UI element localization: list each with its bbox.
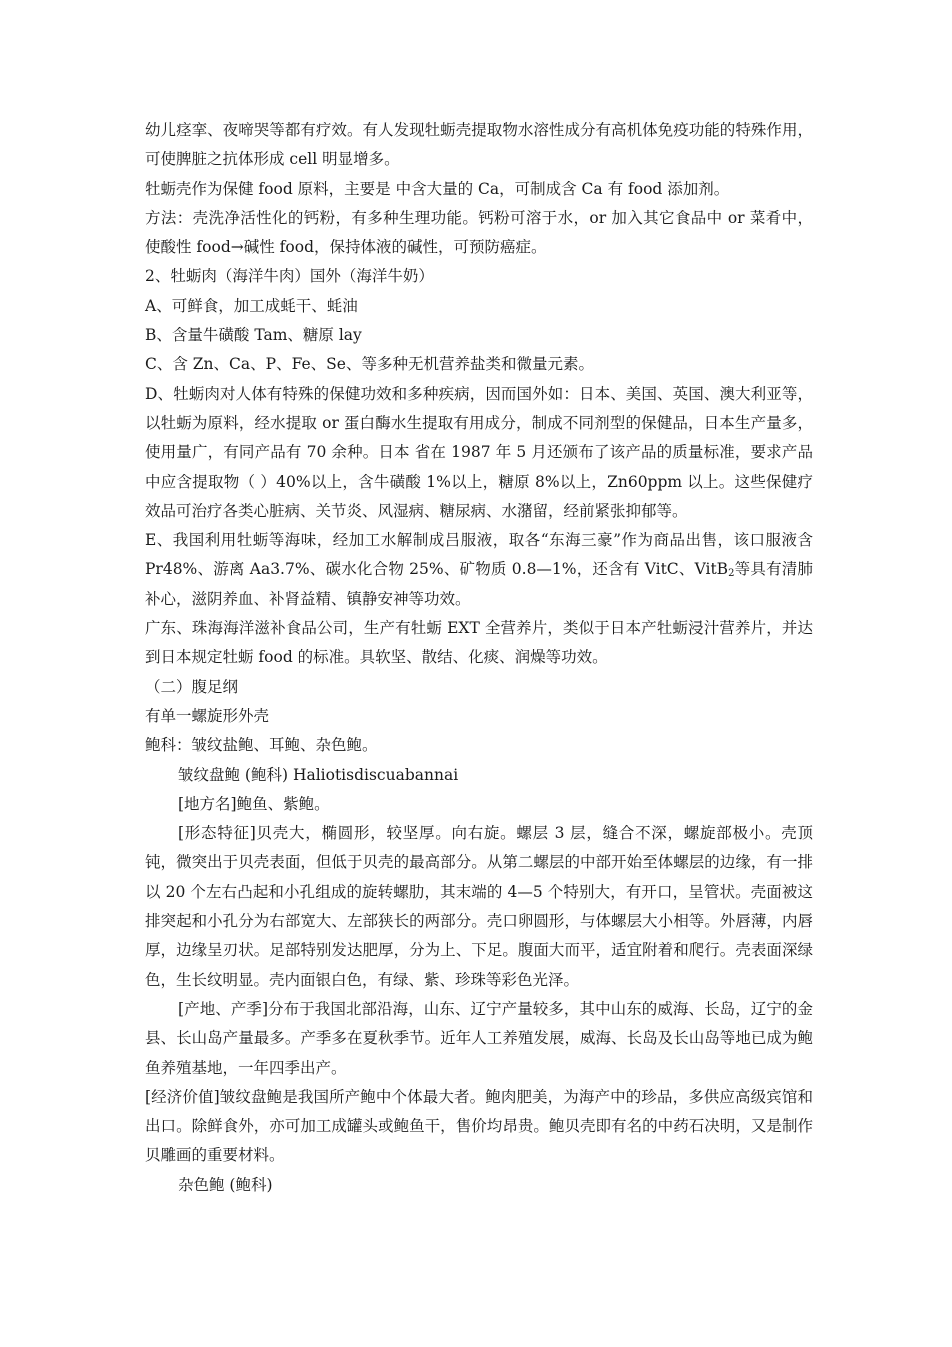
paragraph-local-names: [地方名]鲍鱼、紫鲍。 [178, 794, 330, 813]
document-body [145, 116, 813, 1200]
list-item-e-subscript: 2 [728, 568, 735, 580]
species-title-haliotis: 皱纹盘鲍 (鲍科) Haliotisdiscuabannai [178, 765, 459, 784]
paragraph-oyster-shell-food: 牡蛎壳作为保健 food 原料，主要是 中含大量的 Ca，可制成含 Ca 有 food 添加剂。 [145, 179, 730, 198]
list-item-e [145, 526, 813, 614]
heading-oyster-meat: 2、牡蛎肉（海洋牛肉）国外（海洋牛奶） [145, 267, 434, 286]
list-item-d: D、牡蛎肉对人体有特殊的保健功效和多种疾病，因而国外如：日本、美国、英国、澳大利亚等，以牡蛎为原料，经水提取 or 蛋白酶水生提取有用成分，制成不同剂型的保健品，日本生产量多，使用量广，有同产品有 70 余种。日本 省在 1987 年 5 月还颁布了该产品的质量标准，要求产品中应含提取物（ ）40%以上，含牛磺酸 1%以上，糖原 8%以上，Zn60ppm 以上。这些保健疗效品可治疗各类心脏病、关节炎、风湿病、糖尿病、水潴留，经前紧张抑郁等。 [145, 384, 813, 520]
paragraph-method: 方法：壳洗净活性化的钙粉，有多种生理功能。钙粉可溶于水，or 加入其它食品中 or 菜肴中，使酸性 food→碱性 food，保持体液的碱性，可预防癌症。 [145, 208, 813, 257]
list-item-e-text-a: E、我国利用牡蛎等海味，经加工水解制成吕服液，取各“东海三豪”作为商品出售，该口服液含 Pr48%、游离 Aa3.7%、碳水化合物 25%、矿物质 0.8—1%，还含有 VitC、VitB [145, 531, 813, 579]
paragraph-guangdong-zhuhai: 广东、珠海海洋滋补食品公司，生产有牡蛎 EXT 全营养片，类似于日本产牡蛎浸汁营养片，并达到日本规定牡蛎 food 的标准。具软坚、散结、化痰、润燥等功效。 [145, 619, 813, 667]
paragraph-morphology: [形态特征]贝壳大，椭圆形，较坚厚。向右旋。螺层 3 层，缝合不深，螺旋部极小。壳顶钝，微突出于贝壳表面，但低于贝壳的最高部分。从第二螺层的中部开始至体螺层的边缘，有一排以 20 个左右凸起和小孔组成的旋转螺肋，其末端的 4—5 个特别大，有开口，呈管状。壳面被这排突起和小孔分为右部宽大、左部狭长的两部分。壳口卵圆形，与体螺层大小相等。外唇薄，内唇厚，边缘呈刃状。足部特别发达肥厚，分为上、下足。腹面大而平，适宜附着和爬行。壳表面深绿色，生长纹明显。壳内面银白色，有绿、紫、珍珠等彩色光泽。 [145, 824, 813, 989]
heading-gastropoda: （二）腹足纲 [145, 677, 239, 696]
species-title-varicolored-abalone: 杂色鲍 (鲍科) [178, 1175, 273, 1194]
list-item-b: B、含量牛磺酸 Tam、糖原 lay [145, 326, 362, 345]
paragraph-origin-season: [产地、产季]分布于我国北部沿海，山东、辽宁产量较多，其中山东的威海、长岛，辽宁的金县、长山岛产量最多。产季多在夏秋季节。近年人工养殖发展，威海、长岛及长山岛等地已成为鲍鱼养殖基地，一年四季出产。 [145, 999, 813, 1077]
list-item-c: C、含 Zn、Ca、P、Fe、Se、等多种无机营养盐类和微量元素。 [145, 355, 594, 374]
paragraph-haliotidae: 鲍科：皱纹盐鲍、耳鲍、杂色鲍。 [145, 736, 378, 755]
paragraph-economic-value: [经济价值]皱纹盘鲍是我国所产鲍中个体最大者。鲍肉肥美，为海产中的珍品，多供应高级宾馆和出口。除鲜食外，亦可加工成罐头或鲍鱼干，售价均昂贵。鲍贝壳即有名的中药石决明，又是制作贝雕画的重要材料。 [145, 1087, 813, 1165]
list-item-e-text-b: 等具有清肺补心，滋阴养血、补肾益精、镇静安神等功效。 [145, 560, 813, 608]
list-item-a: A、可鲜食，加工成蚝干、蚝油 [145, 296, 358, 315]
paragraph-oyster-shell-immunity: 幼儿痉挛、夜啼哭等都有疗效。有人发现牡蛎壳提取物水溶性成分有高机体免疫功能的特殊作用，可使脾脏之抗体形成 cell 明显增多。 [145, 121, 813, 169]
paragraph-single-shell: 有单一螺旋形外壳 [145, 706, 270, 725]
